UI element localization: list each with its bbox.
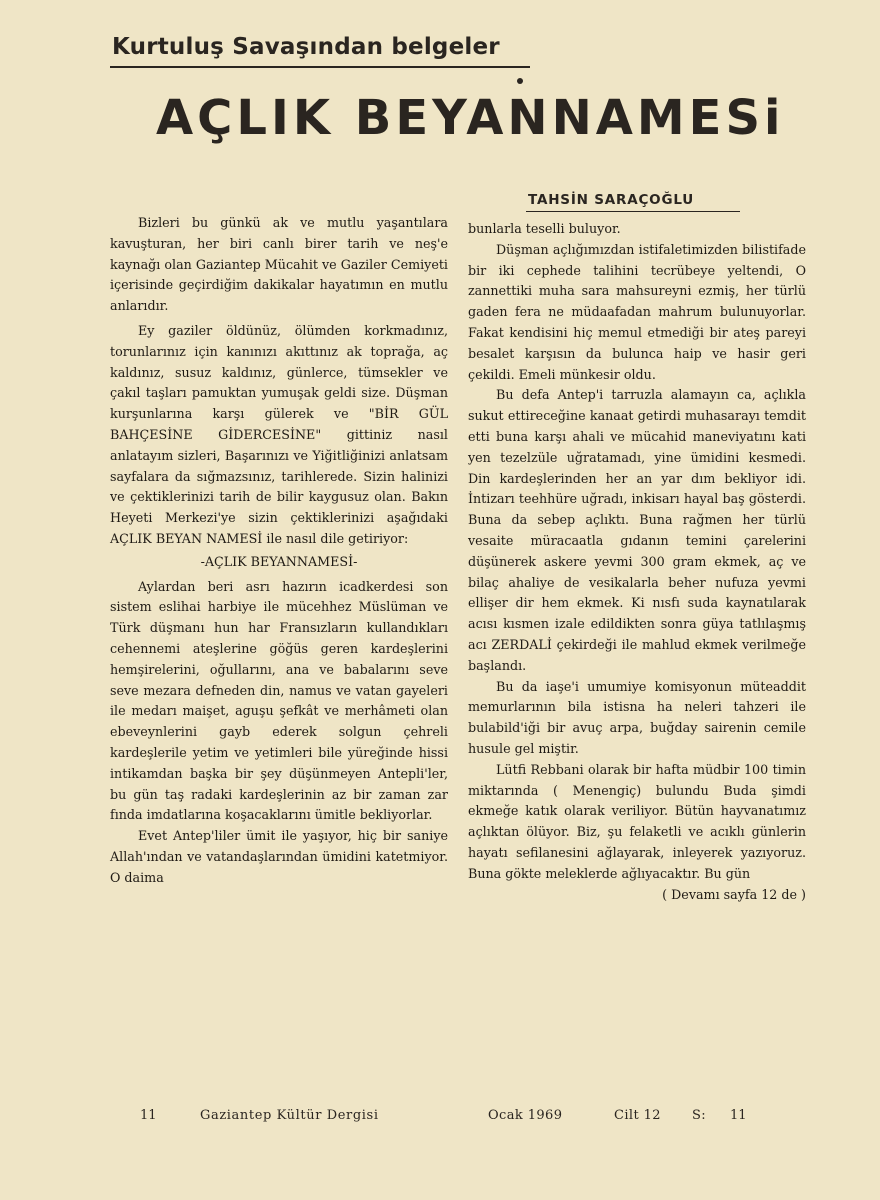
- section-header: Kurtuluş Savaşından belgeler: [112, 34, 500, 60]
- magazine-name: Gaziantep Kültür Dergisi: [200, 1108, 379, 1123]
- article-title: AÇLIK BEYANNAMESi: [156, 90, 785, 146]
- paragraph: Bizleri bu günkü ak ve mutlu yaşantılara kavuşturan, her biri canlı birer tarih ve neş'e kaynağı olan Gaziantep Mücahit ve Gaziler Cemiyeti içerisinde geçirdiğim dakikalar hayatımın en mutlu anlarıdır.: [110, 215, 448, 314]
- paragraph: Aylardan beri asrı hazırın icadkerdesi son sistem eslihai harbiye ile mücehhez Müslüman ve Türk düşmanı hun har Fransızların kullandıkları cehennemi ateşlerine göğüs geren kardeşlerini hemşirelerini, oğullarını, ana ve babalarını seve seve mezara defneden din, namus ve vatan gayeleri ile medarı maişet, aguşu şefkât ve merhâmeti olan ebeveynlerini gayb ederek solgun çehreli kardeşlerile yetim ve yetimleri bile yüreğinde hissi intikamdan başka bir şey düşünmeyen Antepli'ler, bu gün taş radaki kardeşlerinin az bir zaman zar fında imdatlarına koşacaklarını ümitle bekliyorlar.: [110, 578, 448, 823]
- header-underline: [110, 66, 530, 68]
- paragraph: Bu da iaşe'i umumiye komisyonun müteaddit memurlarının bila istisna ha neleri tahzeri ile bulabild'iği bir avuç arpa, buğday sairenin cemile husule gel miştir.: [468, 678, 806, 756]
- declaration-heading: -AÇLIK BEYANNAMESİ-: [200, 553, 358, 569]
- issue-number: 11: [730, 1108, 747, 1123]
- paragraph: Bu defa Antep'i tarruzla alamayın ca, açlıkla sukut ettireceğine kanaat getirdi muhasarayı temdit etti buna karşı ahali ve mücahid maneviyatını kati yen tezelzüle uğratamadı, yine ümidini kesmedi. Din kardeşlerinden her an yar dım bekliyor idi. İntizarı teehhüre uğradı, inkisarı hayal baş gösterdi. Buna da sebep açlıktı. Buna rağmen her türlü vesaite müracaatla gıdanın temini çarelerini düşünerek askere yevmi 300 gram ekmek, aç ve bilaç ahaliye de vesikalarla beher nufuza yevmi ellişer dir hem ekmek. Ki nısfı suda kaynatılarak acısı kısmen izale edildikten sonra güya tatlılaşmış acı ZERDALİ çekirdeği ile mahlud ekmek verilmeğe başlandı.: [468, 387, 806, 673]
- article-author: TAHSİN SARAÇOĞLU: [528, 192, 695, 208]
- author-underline: [526, 211, 740, 212]
- ornament-dot: [517, 78, 523, 84]
- right-column: [468, 219, 806, 905]
- paragraph: Lütfi Rebbani olarak bir hafta müdbir 100 timin miktarında ( Menengiç) bulundu Buda şimdi ekmeğe katık olarak veriliyor. Bütün hayvanatımız açlıktan ölüyor. Biz, şu felaketli ve acıklı günlerin hayatı sefilanesini ağlayarak, inleyerek yazıyoruz. Buna gökte meleklerde ağlıyacaktır. Bu gün: [468, 761, 806, 881]
- issue-date: Ocak 1969: [488, 1108, 563, 1123]
- issue-label: S:: [692, 1108, 707, 1123]
- page-number: 11: [140, 1108, 157, 1123]
- volume: Cilt 12: [614, 1108, 661, 1123]
- paragraph: bunlarla teselli buluyor.: [468, 221, 621, 236]
- paragraph: Düşman açlığımızdan istifaletimizden bilistifade bir iki cephede talihini tecrübeye yeltendi, O zannettiki muha sara mahsureyni ezmiş, her türlü gaden fera ne müdaafadan mahrum bulunuyorlar. Fakat kendisini hiç memul etmediği bir ateş pareyi besalet karşısın da bulunca haip ve hasir geri çekildi. Emeli münkesir oldu.: [468, 241, 806, 382]
- left-column: [110, 213, 448, 889]
- continuation-note: ( Devamı sayfa 12 de ): [662, 886, 806, 902]
- paragraph: Evet Antep'liler ümit ile yaşıyor, hiç bir saniye Allah'ından ve vatandaşlarından ümidini katetmiyor. O daima: [110, 828, 448, 885]
- paragraph: Ey gaziler öldünüz, ölümden korkmadınız, torunlarınız için kanınızı akıttınız ak toprağa, aç kaldınız, susuz kaldınız, günlerce, tümsekler ve çakıl taşları pamuktan yumuşak geldi size. Düşman kurşunlarına karşı gülerek ve "BİR GÜL BAHÇESİNE GİDERCESİNE" gittiniz nasıl anlatayım sizleri, Başarınızı ve Yiğitliğinizi anlatsam sayfalara da sığmazsınız, tarihlerede. Sizin halinizi ve çektiklerinizi tarih de bilir kaygusuz olan. Bakın Heyeti Merkezi'ye sizin çektiklerinizi aşağıdaki AÇLIK BEYAN NAMESİ ile nasıl dile getiriyor:: [110, 322, 448, 546]
